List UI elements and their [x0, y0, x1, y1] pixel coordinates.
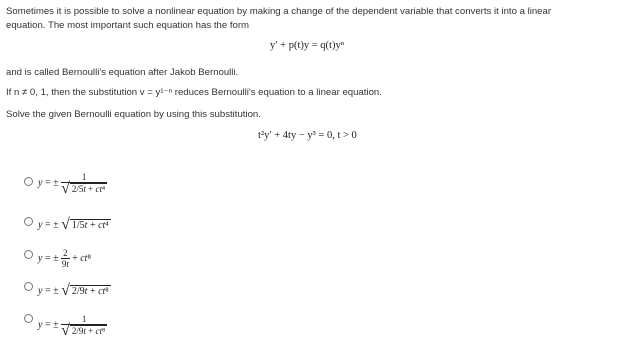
option-a-fraction: $\frac{1}{\text{√ 2/5t + ct⁴}}$ [61, 172, 106, 197]
option-a-radio[interactable] [24, 177, 33, 186]
option-b-formula: y = ± √ 1/5t + ct⁴ [38, 216, 109, 233]
intro-line-2: equation. The most important such equation has the form [6, 20, 250, 31]
option-c-radio[interactable] [24, 250, 33, 259]
bernoulli-called-text: and is called Bernoulli's equation after Jakob Bernoulli. [6, 67, 239, 78]
option-c-formula: y = ± $\frac{2}{9t}$ + ct⁸ [38, 248, 91, 269]
option-a-formula: y = ± $\frac{1}{\text{√ 2/5t + ct⁴}}$ [38, 172, 106, 197]
option-e-fraction: $\frac{1}{\text{√ 2/9t + ct⁸}}$ [61, 314, 106, 339]
instruction-text: Solve the given Bernoulli equation by using this substitution. [6, 109, 261, 120]
substitution-text: If n ≠ 0, 1, then the substitution v = y¹⁻ⁿ reduces Bernoulli's equation to a linear equation. [6, 87, 382, 98]
bernoulli-form-formula: y′ + p(t)y = q(t)yⁿ [270, 40, 345, 51]
given-equation: t²y′ + 4ty − y³ = 0, t > 0 [258, 130, 357, 141]
option-e-radio[interactable] [24, 314, 33, 323]
option-e-formula: y = ± $\frac{1}{\text{√ 2/9t + ct⁸}}$ [38, 314, 106, 339]
intro-line-1: Sometimes it is possible to solve a nonlinear equation by making a change of the dependent variable that converts it into a linear [6, 6, 552, 17]
option-d-radio[interactable] [24, 282, 33, 291]
option-b-radio[interactable] [24, 217, 33, 226]
option-d-formula: y = ± √ 2/9t + ct⁸ [38, 282, 109, 299]
